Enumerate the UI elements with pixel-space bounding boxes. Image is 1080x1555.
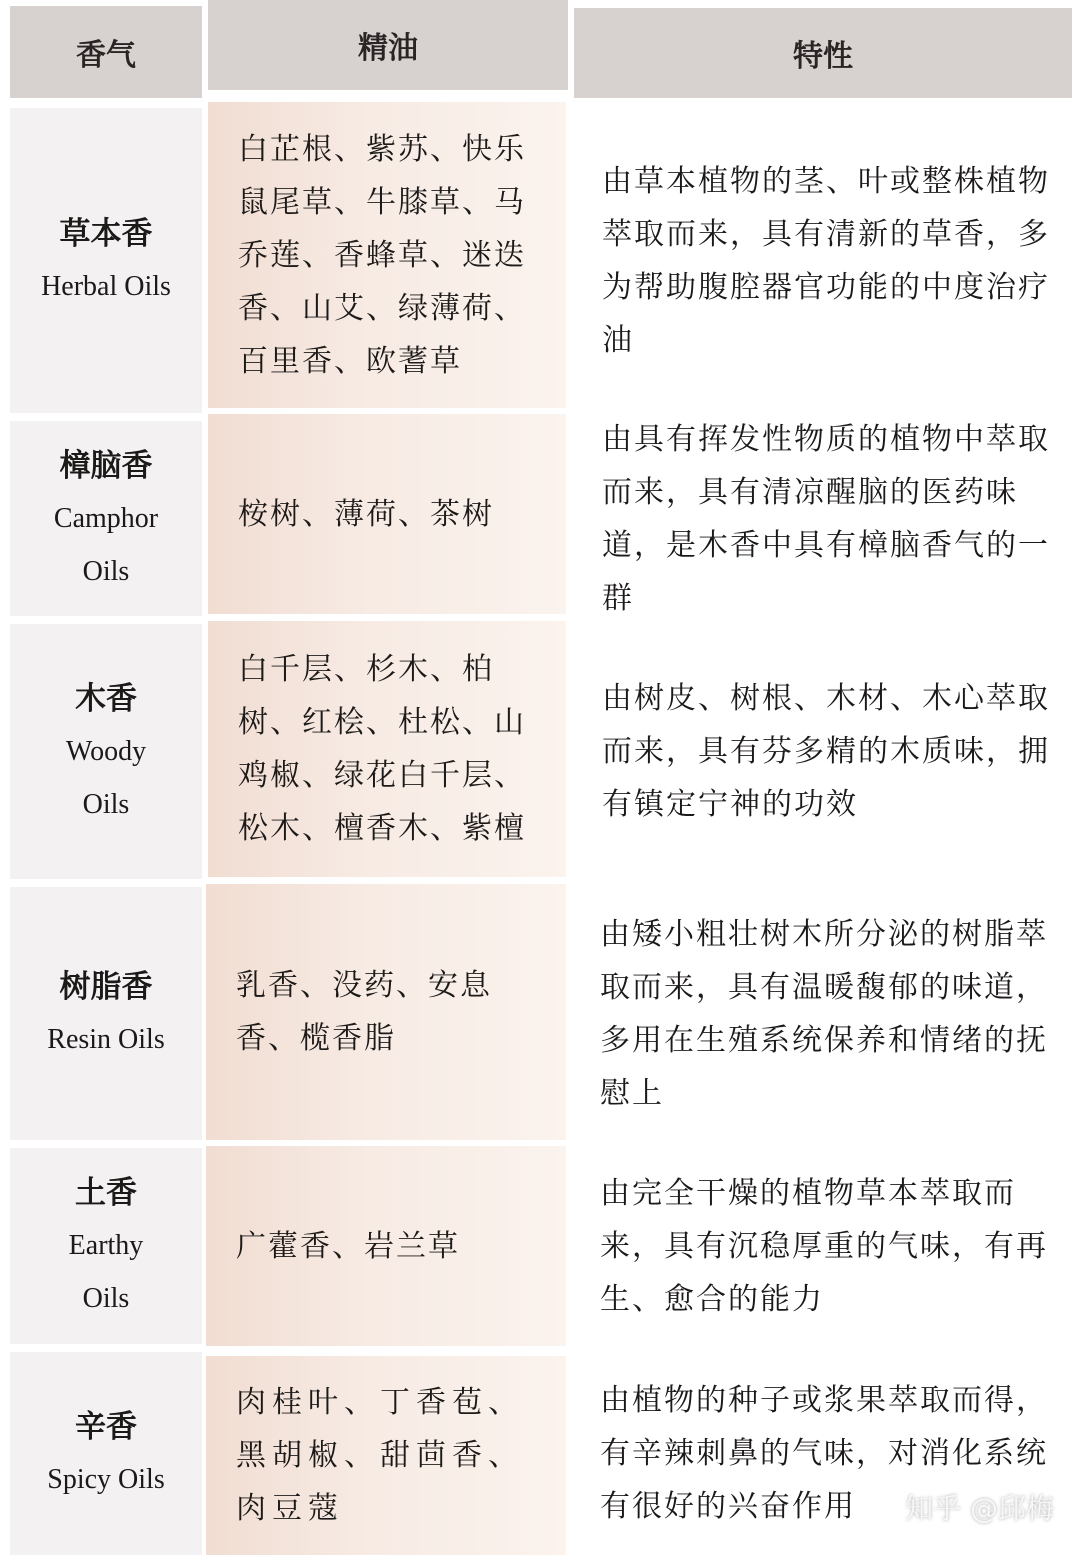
properties-cell-earthy [572, 1148, 1072, 1344]
oils-cell-herbal [208, 102, 566, 408]
aroma-name-en: Camphor Oils [53, 502, 159, 587]
oils-text: 白千层、杉木、柏树、红桧、杜松、山鸡椒、绿花白千层、松木、檀香木、紫檀 [238, 652, 526, 846]
zhihu-watermark: 知乎 @邱梅 [905, 1492, 1054, 1525]
properties-text: 由矮小粗壮树木所分泌的树脂萃取而来，具有温暖馥郁的味道，多用在生殖系统保养和情绪的抚慰上 [600, 916, 1048, 1111]
aroma-name-en: Herbal Oils [41, 271, 171, 302]
aroma-name-en: Earthy Oils [68, 1230, 144, 1314]
properties-text: 由树皮、树根、木材、木心萃取而来，具有芬多精的木质味，拥有镇定宁神的功效 [602, 681, 1050, 822]
aroma-name-en: Woody Oils [65, 735, 147, 820]
header-aroma: 香气 [10, 6, 202, 98]
aroma-cell-herbal [10, 108, 202, 413]
oils-text: 桉树、薄荷、茶树 [238, 496, 494, 532]
aroma-name-cn: 木香 [75, 680, 137, 717]
aroma-name-cn: 树脂香 [59, 969, 153, 1005]
properties-text: 由具有挥发性物质的植物中萃取而来，具有清凉醒脑的医药味道，是木香中具有樟脑香气的一群 [602, 421, 1050, 616]
properties-cell-woody [574, 624, 1072, 879]
oils-cell-woody [208, 621, 566, 877]
aroma-cell-spicy [10, 1352, 202, 1555]
aroma-name-cn: 土香 [75, 1175, 137, 1211]
properties-cell-resin [572, 887, 1072, 1140]
oils-cell-spicy [206, 1356, 566, 1555]
aroma-cell-resin [10, 887, 202, 1140]
aroma-name-cn: 草本香 [59, 216, 153, 252]
oils-cell-earthy [206, 1146, 566, 1346]
aroma-cell-earthy [10, 1148, 202, 1344]
properties-cell-herbal [574, 108, 1072, 413]
aroma-cell-woody [10, 624, 202, 879]
aroma-name-cn: 樟脑香 [59, 447, 153, 484]
properties-cell-camphor [574, 421, 1072, 616]
aroma-name-en: Resin Oils [47, 1024, 165, 1055]
aroma-cell-camphor [10, 421, 202, 616]
properties-text: 由草本植物的茎、叶或整株植物萃取而来，具有清新的草香，多为帮助腹腔器官功能的中度治疗油 [602, 163, 1050, 358]
oils-text: 广藿香、岩兰草 [236, 1228, 460, 1264]
oils-cell-resin [206, 884, 566, 1140]
oils-cell-camphor [208, 414, 566, 614]
oils-text: 白芷根、紫苏、快乐鼠尾草、牛膝草、马乔莲、香蜂草、迷迭香、山艾、绿薄荷、百里香、欧蓍草 [238, 131, 526, 379]
properties-text: 由完全干燥的植物草本萃取而来，具有沉稳厚重的气味，有再生、愈合的能力 [600, 1175, 1048, 1317]
aroma-name-en: Spicy Oils [47, 1464, 165, 1495]
header-oils: 精油 [208, 0, 568, 90]
aroma-name-cn: 辛香 [75, 1409, 137, 1445]
oils-text: 乳香、没药、安息香、榄香脂 [236, 968, 492, 1056]
properties-text: 由植物的种子或浆果萃取而得，有辛辣刺鼻的气味，对消化系统有很好的兴奋作用 [600, 1383, 1048, 1524]
header-properties: 特性 [574, 8, 1072, 98]
oils-text: 肉桂叶、丁香苞、黑胡椒、甜茴香、肉豆蔻 [236, 1385, 524, 1526]
